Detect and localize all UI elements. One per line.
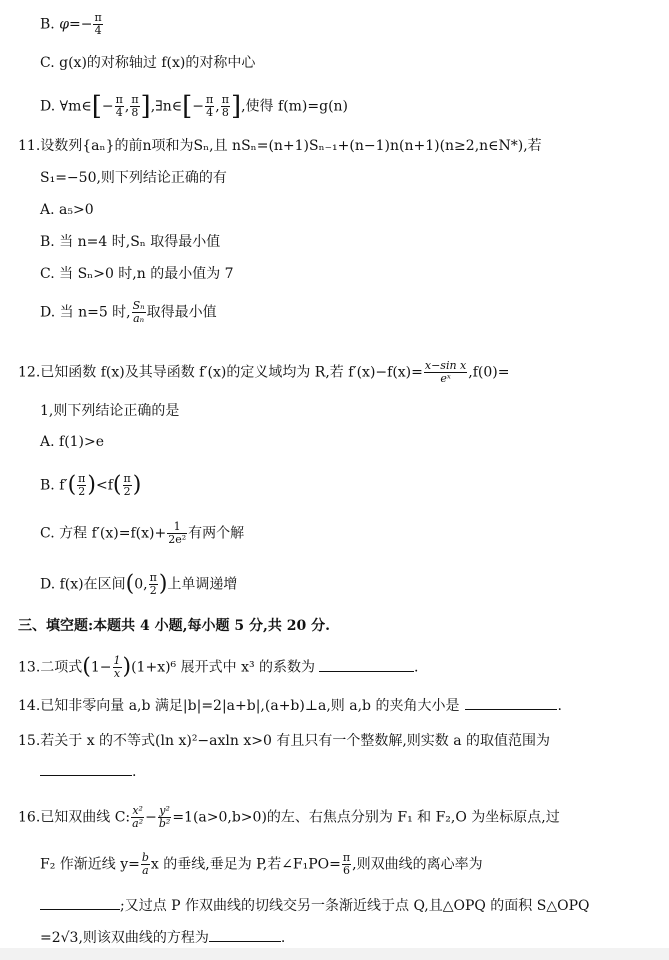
q12-option-c: C. 方程 f′(x)=f(x)+ $\frac{1}{\text{2e²}}$ 有两个解 <box>40 520 245 546</box>
q16-eccentricity-blank[interactable] <box>40 899 120 910</box>
q11-option-b: B. 当 n=4 时,Sₙ 取得最小值 <box>40 234 221 250</box>
q16-line1: 16.已知双曲线 C: $\frac{\text{x²}}{\text{a²}}$ − $\frac{\text{y²}}{\text{b²}}$ =1(a>0,b>0)的左、右焦点分别为 F₁ 和 F₂,O 为坐标原点,过 <box>18 804 560 830</box>
fraction: $\frac{\pi}{4}$ <box>94 11 102 37</box>
section-3-title: 三、填空题:本题共 4 小题,每小题 5 分,共 20 分. <box>18 618 330 634</box>
q12-stem: 12.已知函数 f(x)及其导函数 f′(x)的定义域均为 R,若 f′(x)−f(x)= $\frac{\text{x−sin x}}{\text{eˣ}}$ ,f(0)= <box>18 359 510 385</box>
q10-option-c: C. g(x)的对称轴过 f(x)的对称中心 <box>40 55 256 71</box>
q13: 13.二项式(1− $\frac{1}{x}$ )(1+x)⁶ 展开式中 x³ 的系数为 . <box>18 654 419 680</box>
q16-equation-blank[interactable] <box>209 931 281 942</box>
q15: 15.若关于 x 的不等式(ln x)²−axln x>0 有且只有一个整数解,则实数 a 的取值范围为 <box>18 733 551 749</box>
q13-answer-blank[interactable] <box>319 661 414 672</box>
q11-option-d: D. 当 n=5 时, $\frac{\text{Sₙ}}{\text{aₙ}}$ 取得最小值 <box>40 299 217 325</box>
q11-option-c: C. 当 Sₙ>0 时,n 的最小值为 7 <box>40 266 234 282</box>
q11-stem: 11.设数列{aₙ}的前n项和为Sₙ,且 nSₙ=(n+1)Sₙ₋₁+(n−1)n(n+1)(n≥2,n∈N*),若 <box>18 138 542 154</box>
q12-stem-line2: 1,则下列结论正确的是 <box>40 403 180 419</box>
q10-option-b: B. φ=− $\frac{\pi}{4}$ <box>40 11 102 37</box>
q12-option-b: B. f′( $\frac{\pi}{2}$ )<f( $\frac{\pi}{2}$ ) <box>40 472 142 498</box>
q12-option-a: A. f(1)>e <box>40 434 105 450</box>
q15-answer-blank[interactable] <box>40 765 132 776</box>
q10-option-d: D. ∀m∈[− $\frac{\pi}{4}$ , $\frac{\pi}{8}$ ],∃n∈[− $\frac{\pi}{4}$ , $\frac{\pi}{8}$ ],使得 f(m)=g(n) <box>40 91 349 122</box>
q15-answer-line: . <box>40 764 136 781</box>
q16-line4: =2√3,则该双曲线的方程为 . <box>40 930 286 946</box>
q14-answer-blank[interactable] <box>465 699 557 710</box>
q11-option-a: A. a₅>0 <box>40 202 94 218</box>
q14: 14.已知非零向量 a,b 满足|b|=2|a+b|,(a+b)⊥a,则 a,b 的夹角大小是 . <box>18 698 562 714</box>
q12-option-d: D. f(x)在区间(0, $\frac{\pi}{2}$ )上单调递增 <box>40 571 238 597</box>
q11-stem-line2: S₁=−50,则下列结论正确的有 <box>40 170 227 186</box>
q16-line3: ;又过点 P 作双曲线的切线交另一条渐近线于点 Q,且△OPQ 的面积 S△OPQ <box>40 898 590 915</box>
q16-line2: F₂ 作渐近线 y= $\frac{b}{a}$ x 的垂线,垂足为 P,若∠F₁PO= $\frac{\pi}{6}$ ,则双曲线的离心率为 <box>40 851 483 877</box>
page-bottom-edge <box>0 948 669 960</box>
